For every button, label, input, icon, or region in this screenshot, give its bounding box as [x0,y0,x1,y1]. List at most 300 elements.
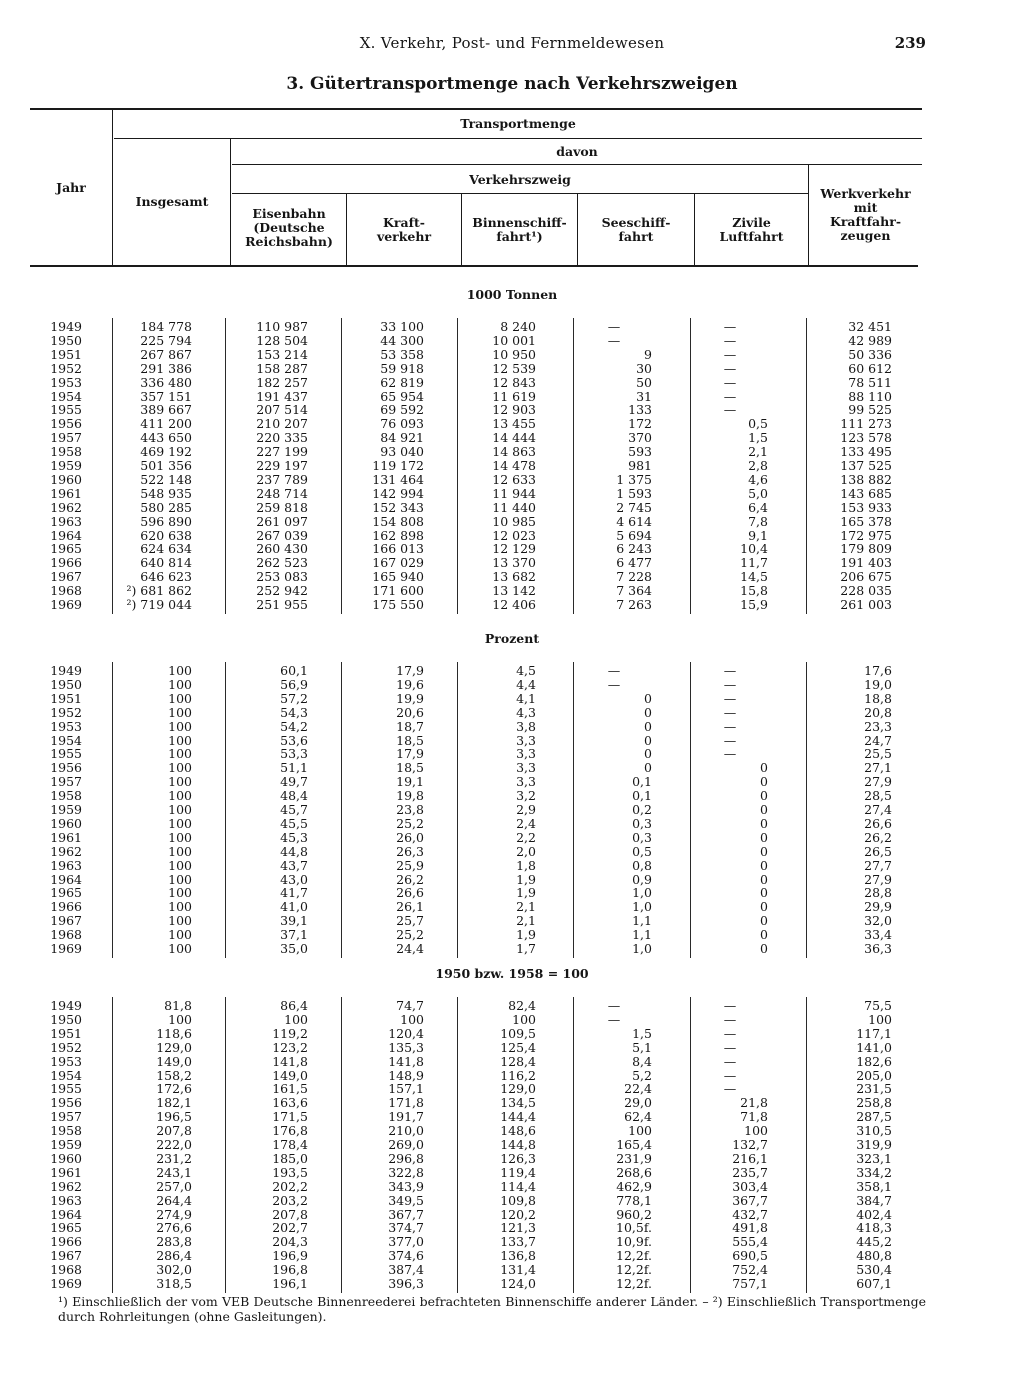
cell-kraftverkehr: 25,7 [396,913,424,929]
cell-luftfahrt: 71,8 [740,1109,768,1125]
cell-werkverkehr: 143 685 [840,485,892,501]
section-title: 1950 bzw. 1958 = 100 [435,966,589,981]
cell-werkverkehr: 153 933 [840,499,892,515]
cell-binnenschiffahrt: 131,4 [500,1262,536,1278]
cell-year: 1954 [50,1067,82,1083]
cell-werkverkehr: 25,5 [864,746,892,762]
cell-werkverkehr: 319,9 [856,1137,892,1152]
cell-luftfahrt: 0 [760,927,768,943]
cell-werkverkehr: 26,6 [864,815,892,831]
cell-luftfahrt: 2,1 [748,444,768,460]
table-row [0,942,1024,956]
cell-seeschiffahrt: 462,9 [616,1178,652,1194]
cell-luftfahrt: — [723,746,737,762]
table-row [0,900,1024,914]
cell-eisenbahn: 35,0 [280,941,308,956]
cell-luftfahrt: 0 [760,913,768,929]
cell-binnenschiffahrt: 1,9 [516,927,536,943]
table-row [0,417,1024,431]
cell-year: 1961 [50,1164,82,1180]
cell-binnenschiffahrt: 13 455 [492,416,536,432]
cell-binnenschiffahrt: 109,5 [500,1025,536,1041]
header-kraftverkehr: Kraft- verkehr [376,215,432,244]
cell-year: 1968 [50,583,82,599]
cell-year: 1951 [50,690,82,706]
cell-seeschiffahrt: 12,2f. [616,1248,652,1264]
cell-year: 1957 [50,1109,82,1125]
cell-kraftverkehr: 25,2 [396,815,424,831]
cell-seeschiffahrt: 1 375 [616,471,652,487]
cell-werkverkehr: 20,8 [864,704,892,720]
cell-insgesamt: 274,9 [156,1206,192,1222]
cell-kraftverkehr: 374,7 [388,1220,424,1236]
cell-year: 1961 [50,829,82,845]
cell-werkverkehr: 123 578 [840,430,892,446]
cell-year: 1960 [50,471,82,487]
cell-year: 1959 [50,1137,82,1152]
cell-kraftverkehr: 171 600 [372,583,424,599]
cell-insgesamt: 283,8 [156,1234,192,1250]
cell-luftfahrt: — [723,732,737,748]
table-row [0,501,1024,515]
cell-insgesamt: 318,5 [156,1276,192,1291]
cell-eisenbahn: 45,3 [280,829,308,845]
table-row [0,720,1024,734]
cell-kraftverkehr: 76 093 [380,416,424,432]
cell-binnenschiffahrt: 14 478 [492,458,536,473]
cell-seeschiffahrt: 0 [644,746,652,762]
cell-insgesamt: 100 [168,774,192,790]
cell-luftfahrt: 555,4 [732,1234,768,1250]
table-row [0,1013,1024,1027]
cell-binnenschiffahrt: 121,3 [500,1220,536,1236]
cell-luftfahrt: 15,9 [740,597,768,612]
header-davon: davon [556,144,598,159]
cell-insgesamt: 172,6 [156,1081,192,1097]
cell-seeschiffahrt: 100 [628,1123,652,1139]
cell-seeschiffahrt: 981 [628,458,652,473]
cell-kraftverkehr: 100 [400,1011,424,1027]
cell-luftfahrt: 0 [760,941,768,956]
cell-insgesamt: 100 [168,788,192,804]
cell-year: 1950 [50,676,82,692]
cell-seeschiffahrt: 0 [644,690,652,706]
cell-kraftverkehr: 269,0 [388,1137,424,1152]
cell-luftfahrt: — [723,663,737,678]
cell-eisenbahn: 237 789 [256,471,308,487]
cell-werkverkehr: 24,7 [864,732,892,748]
cell-kraftverkehr: 18,7 [396,718,424,734]
cell-eisenbahn: 43,0 [280,871,308,887]
table-row [0,817,1024,831]
cell-year: 1958 [50,444,82,460]
cell-werkverkehr: 27,9 [864,774,892,790]
cell-year: 1962 [50,1178,82,1194]
cell-luftfahrt: 21,8 [740,1095,768,1111]
cell-year: 1956 [50,416,82,432]
table-row [0,914,1024,928]
cell-year: 1955 [50,1081,82,1097]
cell-werkverkehr: 26,2 [864,829,892,845]
cell-werkverkehr: 28,8 [864,885,892,901]
cell-eisenbahn: 176,8 [272,1123,308,1139]
cell-luftfahrt: — [723,402,737,418]
cell-seeschiffahrt: 1,0 [632,941,652,956]
cell-seeschiffahrt: 62,4 [624,1109,652,1125]
cell-luftfahrt: 0 [760,885,768,901]
cell-year: 1952 [50,360,82,376]
cell-eisenbahn: 158 287 [256,360,308,376]
cell-binnenschiffahrt: 10 950 [492,346,536,362]
cell-seeschiffahrt: 1,0 [632,885,652,901]
cell-binnenschiffahrt: 128,4 [500,1053,536,1069]
table-row [0,678,1024,692]
cell-insgesamt: 182,1 [156,1095,192,1111]
cell-seeschiffahrt: 22,4 [624,1081,652,1097]
cell-werkverkehr: 172 975 [840,527,892,543]
header-transportmenge: Transportmenge [460,116,576,131]
cell-eisenbahn: 171,5 [272,1109,308,1125]
cell-luftfahrt: 132,7 [732,1137,768,1152]
cell-kraftverkehr: 141,8 [388,1053,424,1069]
cell-luftfahrt: 0 [760,815,768,831]
cell-year: 1949 [50,319,82,334]
cell-eisenbahn: 54,3 [280,704,308,720]
cell-eisenbahn: 39,1 [280,913,308,929]
cell-kraftverkehr: 20,6 [396,704,424,720]
cell-kraftverkehr: 25,2 [396,927,424,943]
cell-binnenschiffahrt: 82,4 [508,998,536,1013]
cell-year: 1958 [50,788,82,804]
table-row [0,556,1024,570]
cell-insgesamt: 207,8 [156,1123,192,1139]
table-row [0,348,1024,362]
cell-eisenbahn: 178,4 [272,1137,308,1152]
cell-seeschiffahrt: 5,2 [632,1067,652,1083]
cell-seeschiffahrt: 1,5 [632,1025,652,1041]
cell-insgesamt: 522 148 [140,471,192,487]
table-row [0,1208,1024,1222]
cell-binnenschiffahrt: 129,0 [500,1081,536,1097]
cell-werkverkehr: 27,7 [864,857,892,873]
cell-seeschiffahrt: 0,1 [632,774,652,790]
cell-binnenschiffahrt: 3,3 [516,760,536,776]
cell-binnenschiffahrt: 114,4 [500,1178,536,1194]
cell-seeschiffahrt: 0,3 [632,829,652,845]
cell-year: 1966 [50,555,82,571]
cell-luftfahrt: — [723,1039,737,1055]
cell-eisenbahn: 149,0 [272,1067,308,1083]
cell-binnenschiffahrt: 3,3 [516,732,536,748]
cell-insgesamt: 100 [168,829,192,845]
cell-year: 1950 [50,1011,82,1027]
cell-kraftverkehr: 26,1 [396,899,424,915]
cell-insgesamt: 267 867 [140,346,192,362]
cell-year: 1963 [50,513,82,529]
cell-binnenschiffahrt: 134,5 [500,1095,536,1111]
cell-insgesamt: 596 890 [140,513,192,529]
cell-werkverkehr: 27,4 [864,802,892,817]
cell-binnenschiffahrt: 116,2 [500,1067,536,1083]
cell-kraftverkehr: 53 358 [380,346,424,362]
cell-seeschiffahrt: 0,1 [632,788,652,804]
cell-eisenbahn: 43,7 [280,857,308,873]
cell-eisenbahn: 203,2 [272,1192,308,1208]
cell-werkverkehr: 258,8 [856,1095,892,1111]
cell-year: 1950 [50,332,82,348]
cell-werkverkehr: 36,3 [864,941,892,956]
cell-werkverkehr: 310,5 [856,1123,892,1139]
cell-eisenbahn: 229 197 [256,458,308,473]
cell-kraftverkehr: 191,7 [388,1109,424,1125]
cell-eisenbahn: 86,4 [280,998,308,1013]
cell-eisenbahn: 248 714 [256,485,308,501]
cell-luftfahrt: — [723,374,737,390]
cell-year: 1951 [50,346,82,362]
cell-binnenschiffahrt: 10 001 [492,332,536,348]
rule-below-transportmenge [114,138,922,139]
table-row [0,403,1024,417]
cell-eisenbahn: 53,3 [280,746,308,762]
cell-seeschiffahrt: 0,5 [632,843,652,859]
table-row [0,584,1024,598]
cell-luftfahrt: 0 [760,899,768,915]
cell-kraftverkehr: 26,6 [396,885,424,901]
cell-year: 1967 [50,569,82,585]
cell-werkverkehr: 287,5 [856,1109,892,1125]
cell-werkverkehr: 29,9 [864,899,892,915]
cell-seeschiffahrt: 6 477 [616,555,652,571]
cell-year: 1969 [50,1276,82,1291]
cell-eisenbahn: 204,3 [272,1234,308,1250]
cell-insgesamt: 149,0 [156,1053,192,1069]
cell-seeschiffahrt: 31 [636,388,652,404]
cell-insgesamt: 184 778 [140,319,192,334]
cell-binnenschiffahrt: 11 944 [492,485,536,501]
cell-eisenbahn: 44,8 [280,843,308,859]
footnotes: ¹) Einschließlich der vom VEB Deutsche Binnenreederei befrachteten Binnenschiffe anderer Länder. – ²) Einschließlich Transportmenge durch Rohrleitungen (ohne Gasleitungen). [58,1294,926,1324]
cell-kraftverkehr: 154 808 [372,513,424,529]
cell-binnenschiffahrt: 3,3 [516,746,536,762]
cell-seeschiffahrt: 0 [644,718,652,734]
cell-binnenschiffahrt: 136,8 [500,1248,536,1264]
cell-werkverkehr: 99 525 [848,402,892,418]
cell-werkverkehr: 100 [868,1011,892,1027]
cell-kraftverkehr: 19,9 [396,690,424,706]
cell-werkverkehr: 182,6 [856,1053,892,1069]
table-header [0,0,1024,280]
cell-year: 1968 [50,1262,82,1278]
cell-eisenbahn: 259 818 [256,499,308,515]
cell-year: 1964 [50,527,82,543]
cell-eisenbahn: 252 942 [256,583,308,599]
cell-binnenschiffahrt: 11 440 [492,499,536,515]
cell-eisenbahn: 202,2 [272,1178,308,1194]
cell-eisenbahn: 196,9 [272,1248,308,1264]
cell-kraftverkehr: 142 994 [372,485,424,501]
cell-insgesamt: 196,5 [156,1109,192,1125]
cell-eisenbahn: 251 955 [256,597,308,612]
cell-werkverkehr: 111 273 [840,416,892,432]
cell-luftfahrt: — [723,1011,737,1027]
cell-luftfahrt: 367,7 [732,1192,768,1208]
cell-eisenbahn: 100 [284,1011,308,1027]
cell-werkverkehr: 32,0 [864,913,892,929]
cell-binnenschiffahrt: 4,3 [516,704,536,720]
table-row [0,320,1024,334]
cell-werkverkehr: 78 511 [848,374,892,390]
cell-seeschiffahrt: 5 694 [616,527,652,543]
table-row [0,886,1024,900]
cell-kraftverkehr: 343,9 [388,1178,424,1194]
cell-luftfahrt: 0 [760,788,768,804]
cell-werkverkehr: 33,4 [864,927,892,943]
cell-werkverkehr: 530,4 [856,1262,892,1278]
cell-year: 1966 [50,899,82,915]
cell-binnenschiffahrt: 2,1 [516,913,536,929]
cell-kraftverkehr: 17,9 [396,663,424,678]
cell-werkverkehr: 384,7 [856,1192,892,1208]
cell-year: 1952 [50,1039,82,1055]
cell-insgesamt: ²) 719 044 [126,597,192,612]
table-row [0,473,1024,487]
cell-eisenbahn: 193,5 [272,1164,308,1180]
cell-eisenbahn: 60,1 [280,663,308,678]
cell-eisenbahn: 123,2 [272,1039,308,1055]
cell-luftfahrt: 11,7 [740,555,768,571]
cell-kraftverkehr: 19,8 [396,788,424,804]
cell-binnenschiffahrt: 8 240 [500,319,536,334]
cell-werkverkehr: 27,1 [864,760,892,776]
cell-werkverkehr: 28,5 [864,788,892,804]
table-row [0,859,1024,873]
cell-binnenschiffahrt: 12 406 [492,597,536,612]
cell-insgesamt: 264,4 [156,1192,192,1208]
cell-year: 1964 [50,1206,82,1222]
cell-seeschiffahrt: 165,4 [616,1137,652,1152]
table-row [0,1249,1024,1263]
cell-kraftverkehr: 93 040 [380,444,424,460]
cell-insgesamt: 443 650 [140,430,192,446]
cell-year: 1962 [50,499,82,515]
cell-year: 1954 [50,732,82,748]
table-row [0,928,1024,942]
cell-eisenbahn: 128 504 [256,332,308,348]
cell-luftfahrt: — [723,332,737,348]
cell-eisenbahn: 185,0 [272,1150,308,1166]
cell-kraftverkehr: 131 464 [372,471,424,487]
cell-kraftverkehr: 18,5 [396,760,424,776]
cell-eisenbahn: 153 214 [256,346,308,362]
cell-kraftverkehr: 23,8 [396,802,424,817]
cell-year: 1961 [50,485,82,501]
cell-luftfahrt: — [723,718,737,734]
rule-below-verkehrszweig [232,193,808,194]
cell-year: 1963 [50,857,82,873]
cell-seeschiffahrt: 1,1 [632,913,652,929]
cell-werkverkehr: 228 035 [840,583,892,599]
cell-seeschiffahrt: 8,4 [632,1053,652,1069]
cell-luftfahrt: 4,6 [748,471,768,487]
running-head: X. Verkehr, Post- und Fernmeldewesen [359,34,665,52]
cell-kraftverkehr: 62 819 [380,374,424,390]
table-row [0,1180,1024,1194]
cell-werkverkehr: 88 110 [848,388,892,404]
header-luftfahrt: Zivile Luftfahrt [719,215,784,244]
cell-werkverkehr: 60 612 [848,360,892,376]
table-row [0,761,1024,775]
table-row [0,1221,1024,1235]
cell-binnenschiffahrt: 2,1 [516,899,536,915]
cell-kraftverkehr: 26,2 [396,871,424,887]
cell-insgesamt: 100 [168,927,192,943]
cell-year: 1963 [50,1192,82,1208]
cell-eisenbahn: 53,6 [280,732,308,748]
table-row [0,1096,1024,1110]
cell-luftfahrt: 6,4 [748,499,768,515]
table-row [0,1124,1024,1138]
cell-insgesamt: 100 [168,941,192,956]
cell-year: 1957 [50,430,82,446]
cell-seeschiffahrt: — [607,319,621,334]
cell-year: 1960 [50,815,82,831]
cell-year: 1960 [50,1150,82,1166]
cell-kraftverkehr: 210,0 [388,1123,424,1139]
cell-kraftverkehr: 165 940 [372,569,424,585]
cell-insgesamt: 100 [168,690,192,706]
cell-seeschiffahrt: 7 364 [616,583,652,599]
cell-binnenschiffahrt: 148,6 [500,1123,536,1139]
cell-kraftverkehr: 18,5 [396,732,424,748]
cell-luftfahrt: 690,5 [732,1248,768,1264]
cell-luftfahrt: 0 [760,871,768,887]
cell-year: 1965 [50,885,82,901]
cell-insgesamt: 100 [168,663,192,678]
table-row [0,1069,1024,1083]
cell-eisenbahn: 119,2 [272,1025,308,1041]
cell-werkverkehr: 23,3 [864,718,892,734]
table-row [0,529,1024,543]
cell-eisenbahn: 161,5 [272,1081,308,1097]
cell-werkverkehr: 205,0 [856,1067,892,1083]
cell-luftfahrt: 0 [760,774,768,790]
table-row [0,1110,1024,1124]
cell-kraftverkehr: 152 343 [372,499,424,515]
cell-luftfahrt: 10,4 [740,541,768,557]
cell-year: 1964 [50,871,82,887]
cell-kraftverkehr: 59 918 [380,360,424,376]
cell-insgesamt: 469 192 [140,444,192,460]
table-row [0,1041,1024,1055]
cell-insgesamt: 100 [168,760,192,776]
cell-kraftverkehr: 157,1 [388,1081,424,1097]
cell-seeschiffahrt: 370 [628,430,652,446]
cell-binnenschiffahrt: 12 539 [492,360,536,376]
cell-insgesamt: 231,2 [156,1150,192,1166]
cell-binnenschiffahrt: 3,2 [516,788,536,804]
cell-luftfahrt: 15,8 [740,583,768,599]
cell-werkverkehr: 445,2 [856,1234,892,1250]
cell-binnenschiffahrt: 13 142 [492,583,536,599]
cell-insgesamt: 100 [168,913,192,929]
cell-luftfahrt: — [723,388,737,404]
cell-year: 1953 [50,718,82,734]
cell-seeschiffahrt: 231,9 [616,1150,652,1166]
header-werkverkehr: Werkverkehr mit Kraftfahr- zeugen [820,186,911,243]
cell-year: 1949 [50,663,82,678]
cell-luftfahrt: 0 [760,802,768,817]
cell-kraftverkehr: 84 921 [380,430,424,446]
